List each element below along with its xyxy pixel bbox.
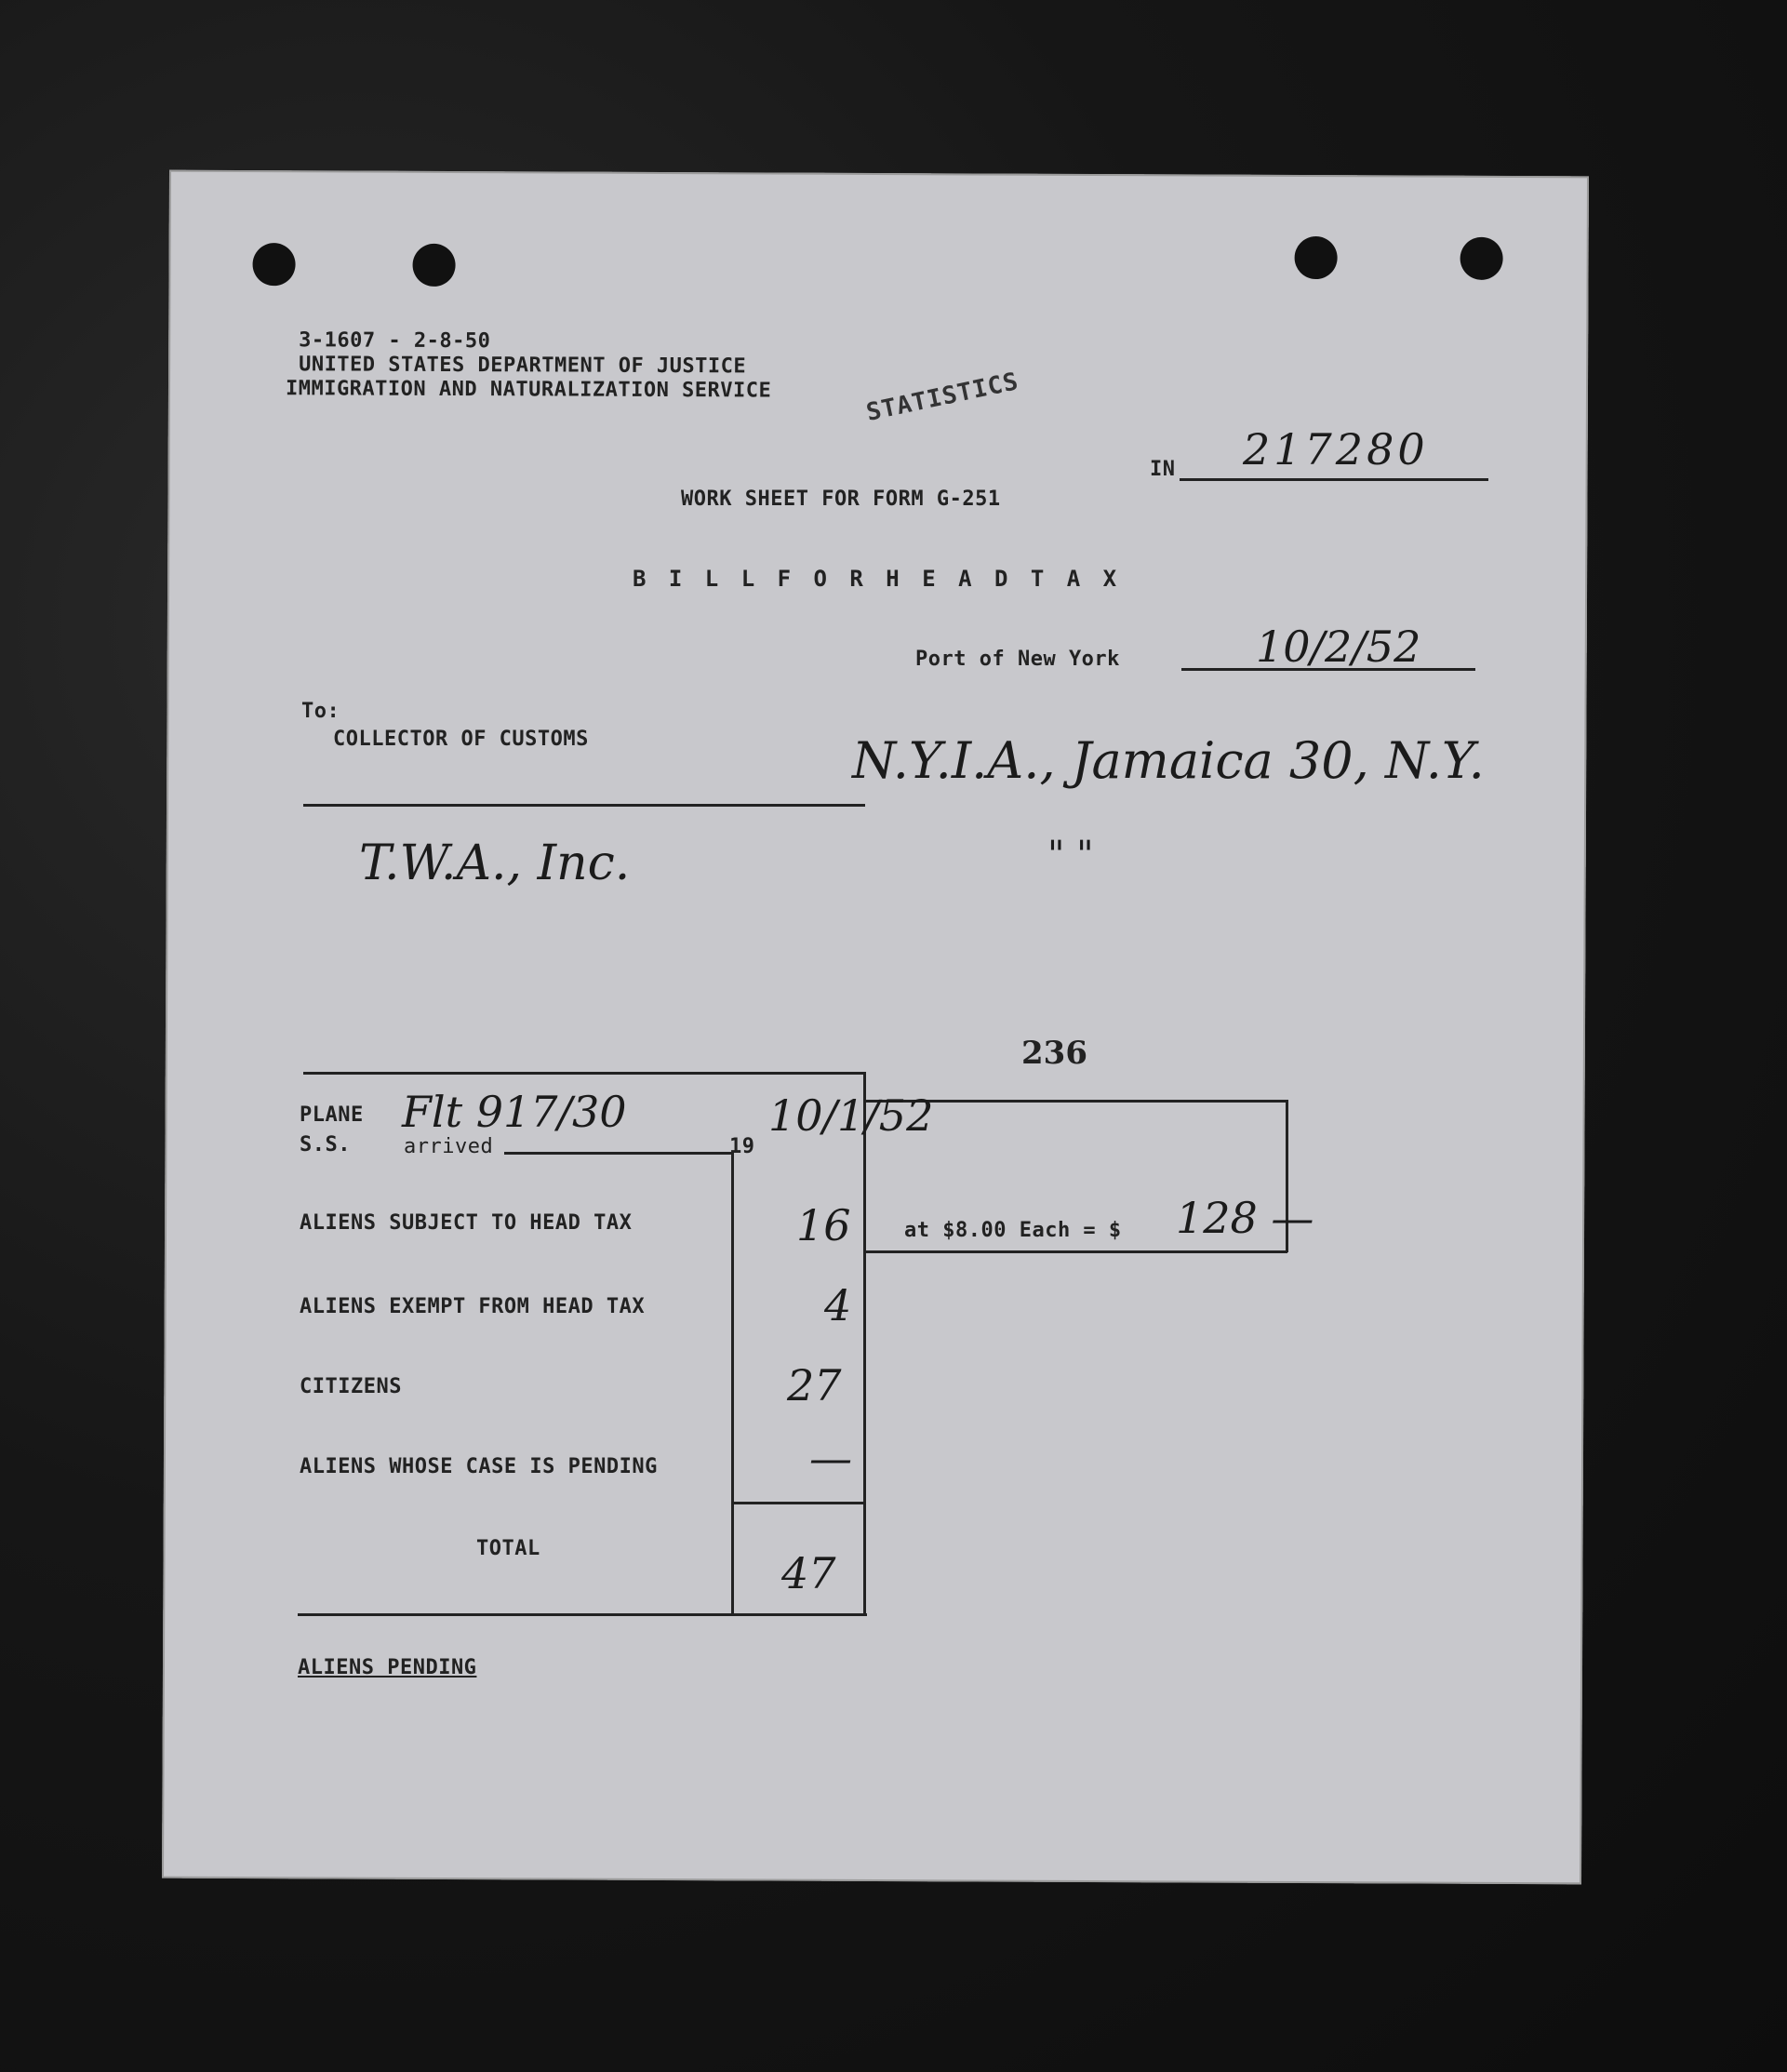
arrival-date: 10/1/52 <box>768 1090 934 1141</box>
row-label-citizens: CITIZENS <box>300 1375 402 1398</box>
ditto-marks: " " <box>1047 834 1094 876</box>
total-value: 47 <box>781 1548 836 1598</box>
plane-label: PLANE <box>300 1103 364 1127</box>
worksheet-title: WORK SHEET FOR FORM G-251 <box>681 488 1001 511</box>
punch-hole <box>412 244 455 287</box>
arrived-underline <box>504 1152 733 1155</box>
carrier-handwritten: T.W.A., Inc. <box>359 835 631 891</box>
rate-box-bottom <box>865 1250 1287 1253</box>
row-label-exempt: ALIENS EXEMPT FROM HEAD TAX <box>300 1295 646 1318</box>
row-label-pending: ALIENS WHOSE CASE IS PENDING <box>300 1455 658 1478</box>
row-value-citizens: 27 <box>787 1360 842 1410</box>
in-label: IN <box>1150 458 1176 481</box>
in-number: 217280 <box>1243 424 1429 475</box>
flight-handwritten: Flt 917/30 <box>402 1087 627 1137</box>
total-label: TOTAL <box>476 1537 540 1560</box>
department-name: UNITED STATES DEPARTMENT OF JUSTICE <box>299 353 747 379</box>
row-value-subject: 16 <box>796 1200 851 1250</box>
table-right-border <box>863 1072 866 1615</box>
aliens-pending-heading: ALIENS PENDING <box>298 1656 477 1679</box>
in-number-underline <box>1180 478 1488 481</box>
row-value-exempt: 4 <box>824 1280 852 1330</box>
statistics-stamp: STATISTICS <box>863 368 1021 427</box>
row-label-subject: ALIENS SUBJECT TO HEAD TAX <box>300 1211 633 1235</box>
bill-title: B I L L F O R H E A D T A X <box>633 566 1122 592</box>
row-value-pending: — <box>809 1433 852 1483</box>
total-divider <box>731 1502 866 1504</box>
address-handwritten: N.Y.I.A., Jamaica 30, N.Y. <box>852 731 1485 790</box>
ss-label: S.S. <box>300 1133 351 1156</box>
table-bottom-border <box>298 1613 867 1616</box>
port-label: Port of New York <box>915 648 1120 671</box>
punch-hole <box>1460 237 1503 280</box>
address-line <box>303 804 865 807</box>
port-date: 10/2/52 <box>1256 622 1421 672</box>
value-column-divider <box>731 1152 734 1615</box>
to-value: COLLECTOR OF CUSTOMS <box>333 728 589 751</box>
rate-text: at $8.00 Each = $ <box>904 1219 1122 1242</box>
amount-handwritten: 128 — <box>1176 1193 1314 1243</box>
year-prefix: 19 <box>729 1135 755 1158</box>
form-code: 3-1607 - 2-8-50 <box>299 328 491 354</box>
service-name: IMMIGRATION AND NATURALIZATION SERVICE <box>285 377 772 403</box>
arrived-label: arrived <box>404 1135 494 1158</box>
page-number: 236 <box>1021 1035 1087 1072</box>
punch-hole <box>252 243 295 286</box>
to-label: To: <box>301 700 340 723</box>
punch-hole <box>1295 236 1338 279</box>
table-top-border <box>303 1072 865 1075</box>
